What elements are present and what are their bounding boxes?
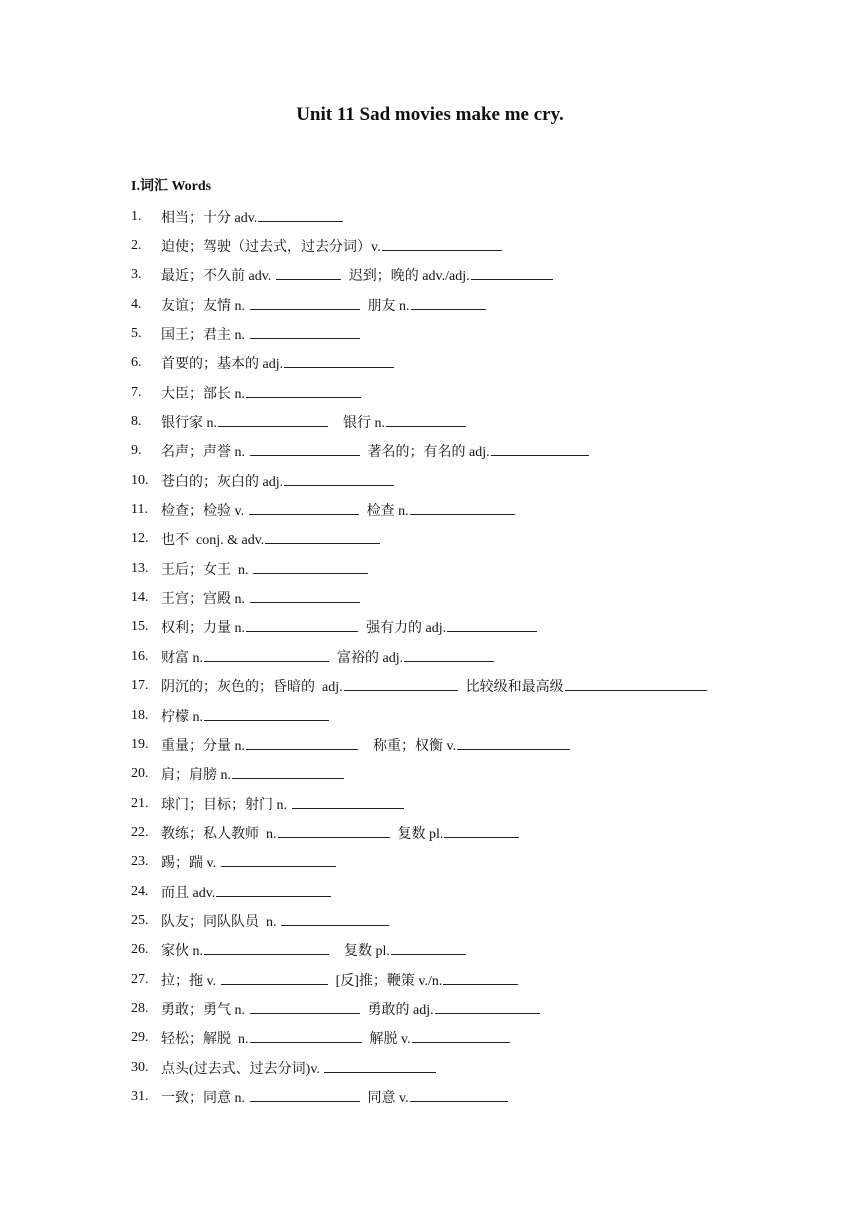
vocab-prompt	[161, 970, 328, 990]
prompt-text: 队友；同队队员 n.	[161, 914, 280, 930]
vocab-item	[131, 437, 831, 466]
vocab-prompt	[370, 1028, 510, 1048]
vocab-item	[131, 642, 831, 671]
vocab-prompt	[161, 647, 329, 667]
answer-blank[interactable]	[204, 707, 329, 721]
vocab-prompt	[161, 706, 329, 726]
answer-blank[interactable]	[250, 442, 360, 456]
prompt-text: 强有力的 adj.	[366, 621, 447, 637]
item-number: 5.	[131, 326, 142, 342]
vocab-prompt	[161, 823, 390, 843]
prompt-text: 复数 pl.	[397, 826, 444, 842]
vocab-prompt	[161, 295, 360, 315]
prompt-text: 迟到；晚的 adv./adj.	[348, 269, 470, 285]
item-number: 12.	[131, 531, 149, 547]
vocab-item	[131, 672, 831, 701]
vocab-item	[131, 231, 831, 260]
prompt-text: 大臣；部长 n.	[161, 386, 245, 402]
vocab-prompt	[161, 324, 360, 344]
answer-blank[interactable]	[258, 208, 343, 222]
vocab-item	[131, 378, 831, 407]
prompt-text: 检查；检验 v.	[161, 504, 248, 520]
vocab-item	[131, 613, 831, 642]
vocab-item	[131, 202, 831, 231]
item-number: 19.	[131, 736, 149, 752]
vocab-prompt	[161, 999, 360, 1019]
vocab-prompt	[161, 383, 361, 403]
vocab-item	[131, 1024, 831, 1053]
prompt-text: 解脱 v.	[369, 1032, 411, 1048]
vocab-prompt	[398, 823, 520, 843]
answer-blank[interactable]	[204, 648, 329, 662]
vocab-prompt	[161, 940, 329, 960]
vocab-prompt	[366, 735, 570, 755]
answer-blank[interactable]	[250, 325, 360, 339]
vocab-prompt	[161, 559, 368, 579]
answer-blank[interactable]	[404, 648, 494, 662]
prompt-text: 也不 conj. & adv.	[161, 533, 265, 549]
item-number: 2.	[131, 238, 142, 254]
answer-blank[interactable]	[253, 560, 368, 574]
item-number: 28.	[131, 1000, 149, 1016]
vocab-item	[131, 319, 831, 348]
prompt-text: 比较级和最高级	[465, 680, 564, 696]
answer-blank[interactable]	[324, 1059, 436, 1073]
vocab-prompt	[161, 441, 360, 461]
vocab-prompt	[368, 999, 540, 1019]
vocab-prompt	[161, 617, 358, 637]
item-number: 13.	[131, 560, 149, 576]
vocab-item	[131, 760, 831, 789]
item-number: 17.	[131, 678, 149, 694]
vocab-prompt	[466, 676, 707, 696]
answer-blank[interactable]	[435, 1000, 540, 1014]
vocab-prompt	[161, 529, 380, 549]
item-number: 24.	[131, 883, 149, 899]
vocab-prompt	[161, 1028, 362, 1048]
vocab-prompt	[161, 236, 502, 256]
prompt-text: 踢；踹 v.	[161, 856, 220, 872]
prompt-text: 相当；十分 adv.	[161, 210, 258, 226]
vocab-prompt	[161, 207, 343, 227]
vocab-prompt	[337, 647, 494, 667]
vocab-prompt	[161, 882, 331, 902]
vocab-prompt	[337, 940, 466, 960]
prompt-text: 银行家 n.	[161, 416, 217, 432]
vocab-prompt	[367, 500, 515, 520]
prompt-text: 阴沉的；灰色的；昏暗的 adj.	[161, 680, 343, 696]
answer-blank[interactable]	[278, 824, 390, 838]
item-number: 20.	[131, 766, 149, 782]
prompt-text: 教练；私人教师 n.	[161, 826, 277, 842]
vocab-prompt	[161, 911, 389, 931]
vocab-prompt	[336, 412, 466, 432]
vocab-item	[131, 495, 831, 524]
vocab-prompt	[161, 1058, 436, 1078]
vocab-item	[131, 1053, 831, 1082]
item-number: 22.	[131, 824, 149, 840]
prompt-text: 点头(过去式、过去分词)v.	[161, 1061, 324, 1077]
item-number: 30.	[131, 1059, 149, 1075]
prompt-text: 首要的；基本的 adj.	[161, 357, 284, 373]
vocab-item	[131, 789, 831, 818]
vocab-item	[131, 730, 831, 759]
item-number: 25.	[131, 912, 149, 928]
item-number: 26.	[131, 942, 149, 958]
vocab-item	[131, 525, 831, 554]
vocabulary-list	[131, 202, 831, 1112]
answer-blank[interactable]	[410, 501, 515, 515]
vocab-item	[131, 936, 831, 965]
answer-blank[interactable]	[246, 384, 361, 398]
vocab-item	[131, 848, 831, 877]
vocab-prompt	[161, 676, 458, 696]
vocab-prompt	[161, 353, 394, 373]
item-number: 16.	[131, 648, 149, 664]
item-number: 29.	[131, 1030, 149, 1046]
prompt-text: 复数 pl.	[337, 944, 390, 960]
item-number: 14.	[131, 590, 149, 606]
vocab-item	[131, 290, 831, 319]
vocab-item	[131, 701, 831, 730]
prompt-text: 轻松；解脱 n.	[161, 1032, 249, 1048]
item-number: 11.	[131, 502, 148, 518]
vocab-item	[131, 407, 831, 436]
vocab-item	[131, 554, 831, 583]
answer-blank[interactable]	[382, 237, 502, 251]
answer-blank[interactable]	[216, 883, 331, 897]
answer-blank[interactable]	[265, 530, 380, 544]
item-number: 3.	[131, 267, 142, 283]
item-number: 31.	[131, 1088, 149, 1104]
vocab-item	[131, 877, 831, 906]
prompt-text: 最近；不久前 adv.	[161, 269, 275, 285]
prompt-text: 王宫；宫殿 n.	[161, 592, 249, 608]
answer-blank[interactable]	[221, 971, 328, 985]
answer-blank[interactable]	[447, 618, 537, 632]
prompt-text: 名声；声誉 n.	[161, 445, 249, 461]
prompt-text: 著名的；有名的 adj.	[367, 445, 490, 461]
vocab-prompt	[161, 1087, 360, 1107]
vocab-prompt	[161, 852, 336, 872]
answer-blank[interactable]	[292, 795, 404, 809]
vocab-item	[131, 1082, 831, 1111]
answer-blank[interactable]	[411, 296, 486, 310]
item-number: 8.	[131, 414, 142, 430]
prompt-text: 朋友 n.	[367, 298, 410, 314]
answer-blank[interactable]	[391, 941, 466, 955]
answer-blank[interactable]	[443, 971, 518, 985]
page-title: Unit 11 Sad movies make me cry.	[296, 104, 564, 125]
prompt-text: 柠檬 n.	[161, 709, 203, 725]
answer-blank[interactable]	[218, 413, 328, 427]
answer-blank[interactable]	[412, 1029, 510, 1043]
answer-blank[interactable]	[471, 266, 553, 280]
prompt-text: 勇敢的 adj.	[367, 1002, 434, 1018]
prompt-text: 检查 n.	[366, 504, 409, 520]
prompt-text: 而且 adv.	[161, 885, 216, 901]
prompt-text: 财富 n.	[161, 650, 203, 666]
answer-blank[interactable]	[204, 941, 329, 955]
answer-blank[interactable]	[565, 677, 707, 691]
item-number: 4.	[131, 296, 142, 312]
answer-blank[interactable]	[410, 1088, 508, 1102]
vocab-prompt	[368, 295, 486, 315]
answer-blank[interactable]	[232, 765, 344, 779]
answer-blank[interactable]	[250, 589, 360, 603]
answer-blank[interactable]	[444, 824, 519, 838]
prompt-text: 一致；同意 n.	[161, 1090, 249, 1106]
prompt-text: 拉；拖 v.	[161, 973, 220, 989]
prompt-text: 苍白的；灰白的 adj.	[161, 474, 284, 490]
item-number: 7.	[131, 384, 142, 400]
prompt-text: 国王；君主 n.	[161, 328, 249, 344]
answer-blank[interactable]	[246, 736, 358, 750]
answer-blank[interactable]	[246, 618, 358, 632]
vocab-prompt	[368, 1087, 508, 1107]
vocab-prompt	[349, 265, 553, 285]
vocab-item	[131, 349, 831, 378]
vocab-prompt	[161, 265, 341, 285]
answer-blank[interactable]	[221, 853, 336, 867]
prompt-text: 王后；女王 n.	[161, 562, 252, 578]
vocab-prompt	[161, 794, 404, 814]
prompt-text: 称重；权衡 v.	[366, 738, 457, 754]
answer-blank[interactable]	[249, 501, 359, 515]
section-heading: I.词汇 Words	[131, 179, 212, 194]
prompt-text: 同意 v.	[367, 1090, 409, 1106]
vocab-item	[131, 994, 831, 1023]
answer-blank[interactable]	[284, 354, 394, 368]
item-number: 27.	[131, 971, 149, 987]
answer-blank[interactable]	[284, 472, 394, 486]
prompt-text: 球门；目标；射门 n.	[161, 797, 291, 813]
vocab-prompt	[161, 500, 359, 520]
item-number: 23.	[131, 854, 149, 870]
item-number: 1.	[131, 208, 142, 224]
answer-blank[interactable]	[281, 912, 389, 926]
prompt-text: 友谊；友情 n.	[161, 298, 249, 314]
answer-blank[interactable]	[250, 1088, 360, 1102]
vocab-prompt	[161, 588, 360, 608]
answer-blank[interactable]	[276, 266, 341, 280]
answer-blank[interactable]	[250, 296, 360, 310]
item-number: 9.	[131, 443, 142, 459]
vocab-item	[131, 965, 831, 994]
prompt-text: 迫使；驾驶（过去式，过去分词）v.	[161, 240, 381, 256]
vocab-item	[131, 583, 831, 612]
answer-blank[interactable]	[250, 1029, 362, 1043]
vocab-prompt	[366, 617, 537, 637]
prompt-text: 勇敢；勇气 n.	[161, 1002, 249, 1018]
prompt-text: 银行 n.	[336, 416, 385, 432]
vocab-prompt	[368, 441, 589, 461]
prompt-text: 权利；力量 n.	[161, 621, 245, 637]
vocab-prompt	[161, 735, 358, 755]
vocab-prompt	[161, 412, 328, 432]
vocab-item	[131, 466, 831, 495]
vocab-prompt	[336, 970, 519, 990]
answer-blank[interactable]	[457, 736, 570, 750]
item-number: 10.	[131, 472, 149, 488]
item-number: 6.	[131, 355, 142, 371]
prompt-text: 重量；分量 n.	[161, 738, 245, 754]
vocab-item	[131, 261, 831, 290]
vocab-item	[131, 906, 831, 935]
vocab-prompt	[161, 471, 394, 491]
prompt-text: 肩；肩膀 n.	[161, 768, 231, 784]
prompt-text: [反]推；鞭策 v./n.	[335, 973, 443, 989]
item-number: 15.	[131, 619, 149, 635]
answer-blank[interactable]	[250, 1000, 360, 1014]
item-number: 18.	[131, 707, 149, 723]
answer-blank[interactable]	[344, 677, 458, 691]
vocab-prompt	[161, 764, 344, 784]
answer-blank[interactable]	[386, 413, 466, 427]
answer-blank[interactable]	[491, 442, 589, 456]
vocab-item	[131, 818, 831, 847]
prompt-text: 家伙 n.	[161, 944, 203, 960]
prompt-text: 富裕的 adj.	[337, 650, 404, 666]
item-number: 21.	[131, 795, 149, 811]
